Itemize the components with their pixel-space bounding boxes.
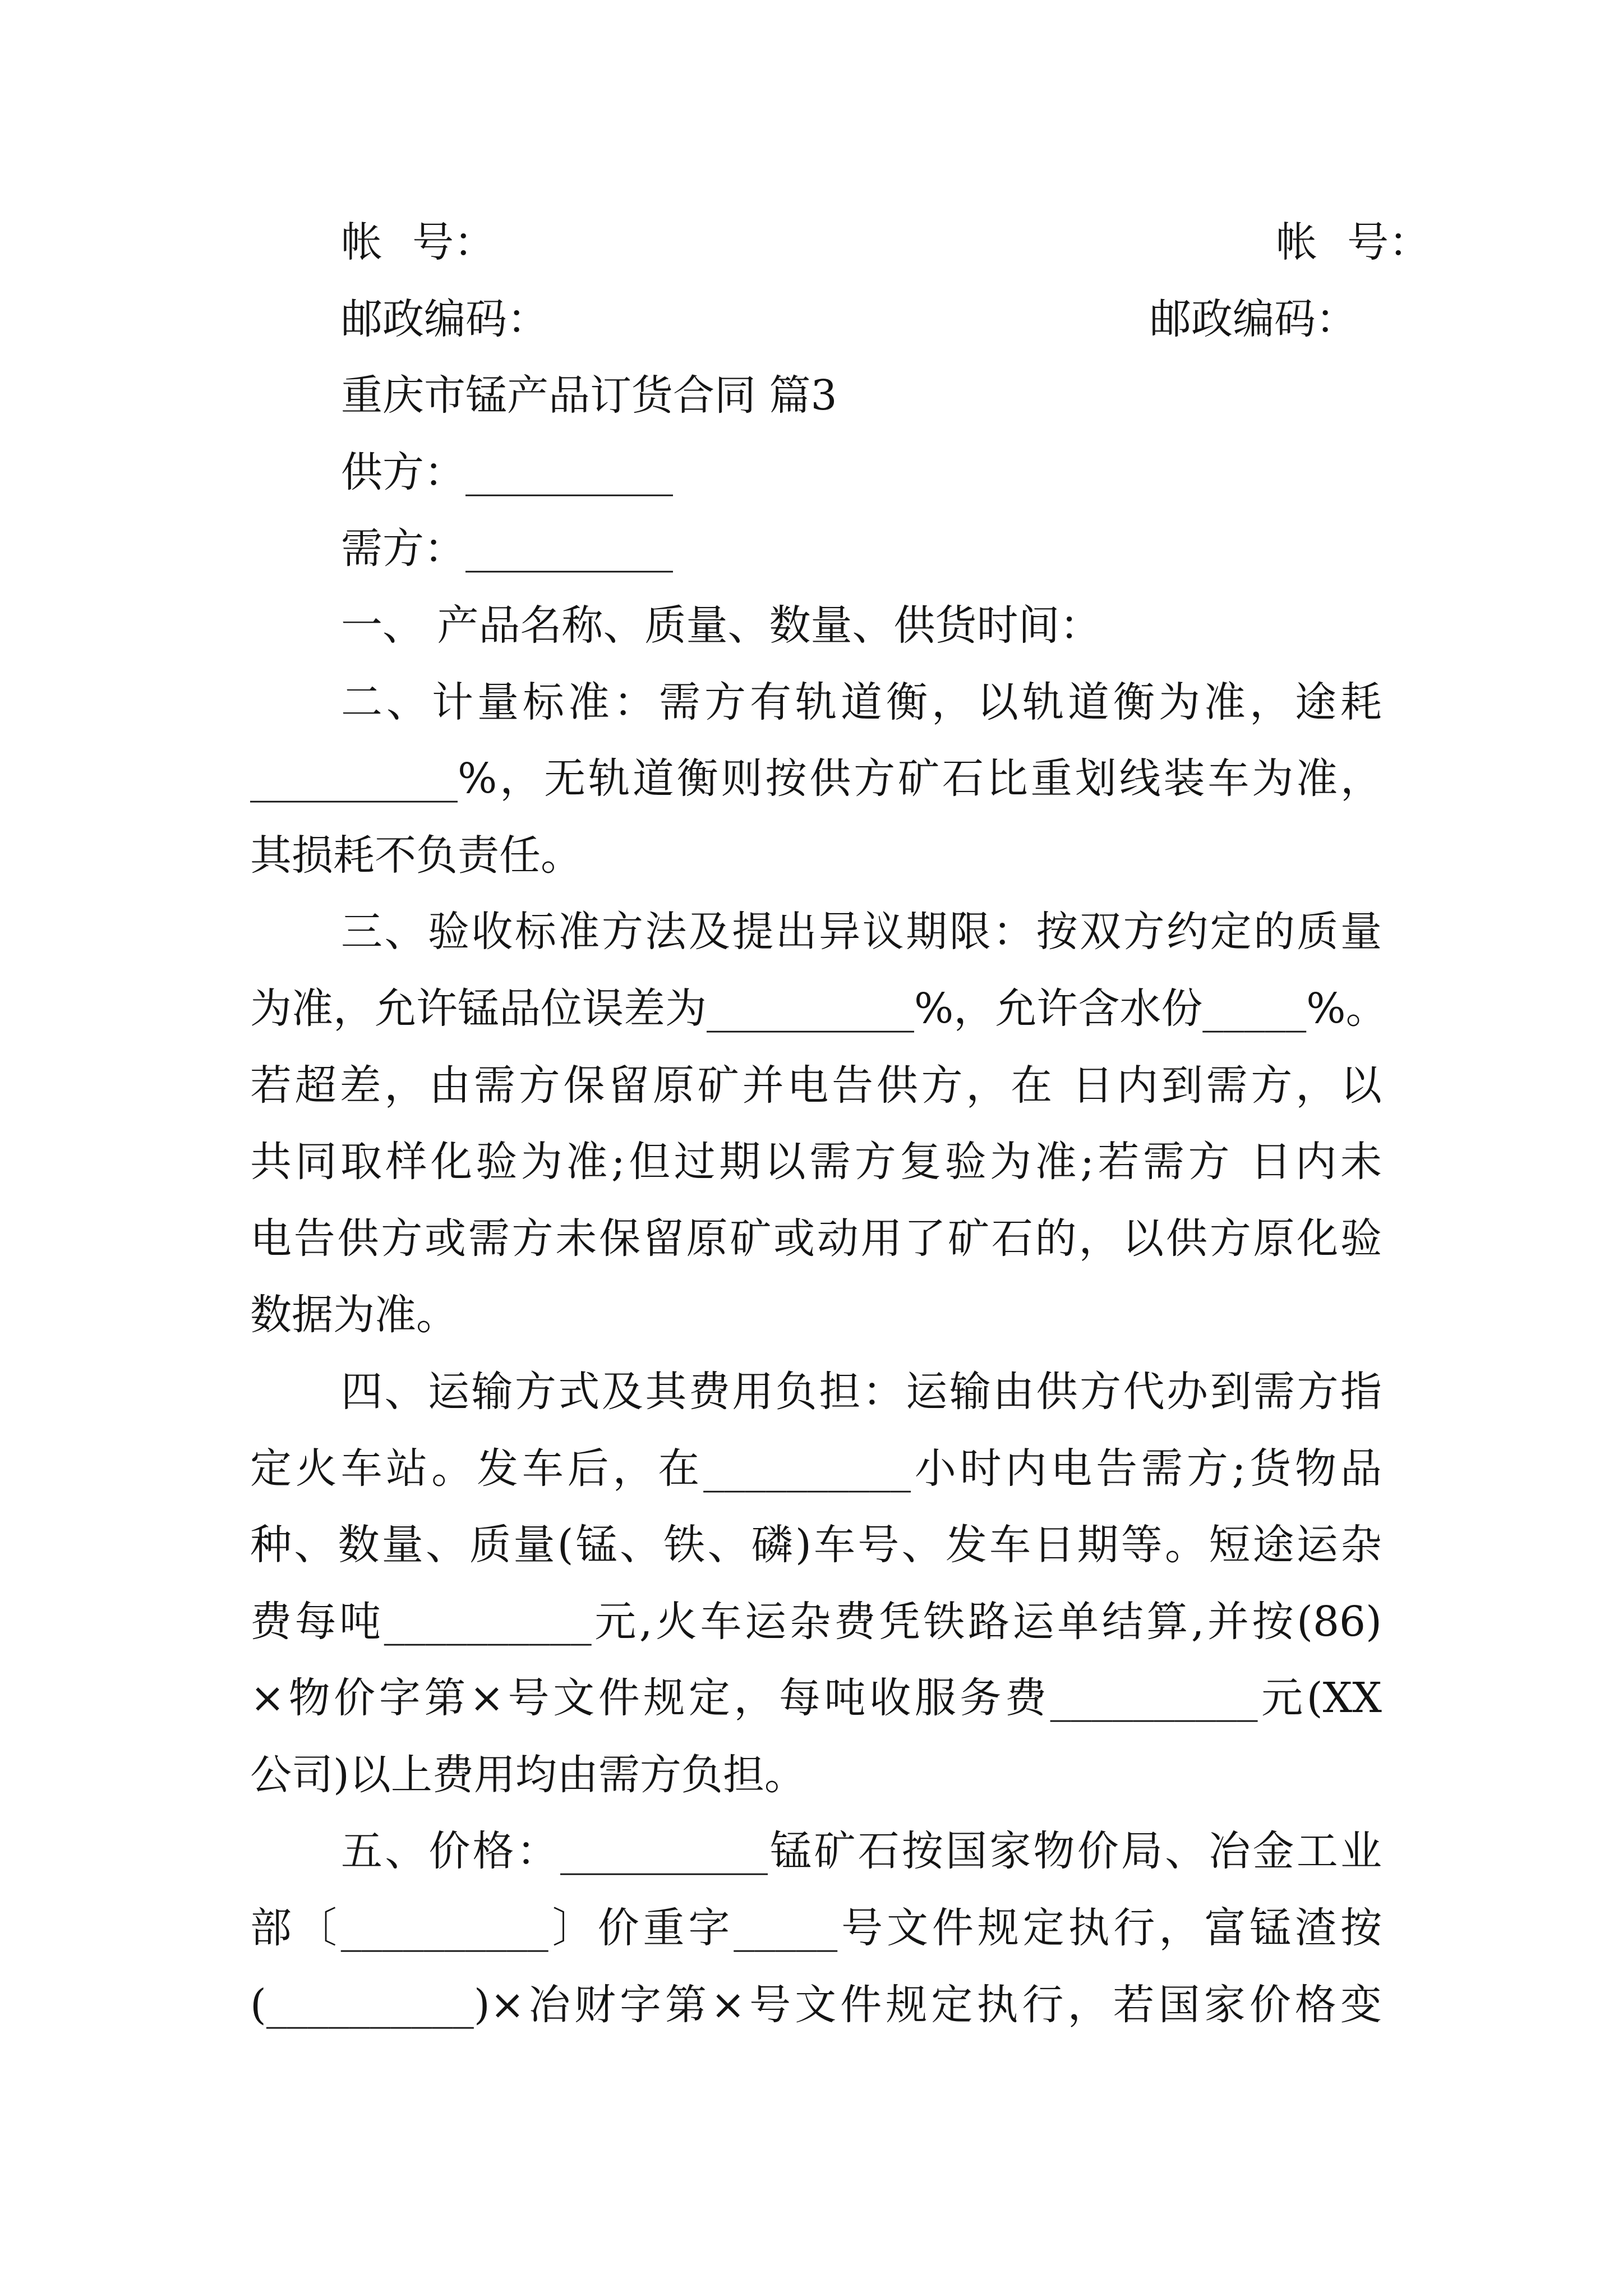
clause-2-line: __________%，无轨道衡则按供方矿石比重划线装车为准， bbox=[250, 754, 1382, 803]
clause-4-line: 定火车站。发车后，在__________小时内电告需方;货物品 bbox=[250, 1444, 1382, 1493]
postal-code-row bbox=[250, 281, 1382, 358]
clause-2-line: 其损耗不负责任。 bbox=[250, 831, 582, 880]
clause-5-line: 五、价格：__________锰矿石按国家物价局、冶金工业 bbox=[341, 1827, 1382, 1876]
clause-4-line: 公司)以上费用均由需方负担。 bbox=[250, 1750, 806, 1799]
clause-5-line: (__________)×冶财字第×号文件规定执行，若国家价格变 bbox=[250, 1980, 1382, 2029]
clause-4-line: 四、运输方式及其费用负担：运输由供方代办到需方指 bbox=[341, 1367, 1382, 1416]
buyer-account-label: 帐 号： bbox=[1276, 218, 1431, 266]
clause-4-line: 费每吨__________元,火车运杂费凭铁路运单结算,并按(86) bbox=[250, 1597, 1382, 1646]
clause-3-line: 电告供方或需方未保留原矿或动用了矿石的，以供方原化验 bbox=[250, 1214, 1382, 1263]
clause-3-line: 若超差，由需方保留原矿并电告供方，在 日内到需方，以 bbox=[250, 1061, 1382, 1110]
contract-title: 重庆市锰产品订货合同 篇3 bbox=[341, 371, 837, 420]
clause-3-line: 为准，允许锰品位误差为__________%，允许含水份_____%。 bbox=[250, 984, 1387, 1033]
buyer-postal-code-label: 邮政编码： bbox=[1150, 295, 1357, 343]
supplier-account-label: 帐 号： bbox=[341, 218, 496, 266]
clause-4-line: 种、数量、质量(锰、铁、磷)车号、发车日期等。短途运杂 bbox=[250, 1521, 1382, 1570]
clause-1-line: 一、 产品名称、质量、数量、供货时间： bbox=[341, 601, 1101, 650]
supplier-line: 供方：__________ bbox=[341, 448, 673, 496]
account-number-row bbox=[250, 204, 1431, 281]
clause-2-line: 二、计量标准：需方有轨道衡，以轨道衡为准，途耗 bbox=[341, 678, 1382, 726]
clause-3-line: 共同取样化验为准;但过期以需方复验为准;若需方 日内未 bbox=[250, 1138, 1382, 1186]
contract-body bbox=[250, 204, 1431, 2043]
clause-4-line: ×物价字第×号文件规定，每吨收服务费__________元(XX bbox=[250, 1674, 1382, 1723]
buyer-line: 需方：__________ bbox=[341, 524, 673, 573]
clause-5-line: 部〔__________〕价重字_____号文件规定执行，富锰渣按 bbox=[250, 1904, 1382, 1953]
clause-3-line: 三、验收标准方法及提出异议期限：按双方约定的质量 bbox=[341, 908, 1382, 956]
supplier-postal-code-label: 邮政编码： bbox=[341, 295, 548, 343]
clause-3-line: 数据为准。 bbox=[250, 1291, 458, 1340]
